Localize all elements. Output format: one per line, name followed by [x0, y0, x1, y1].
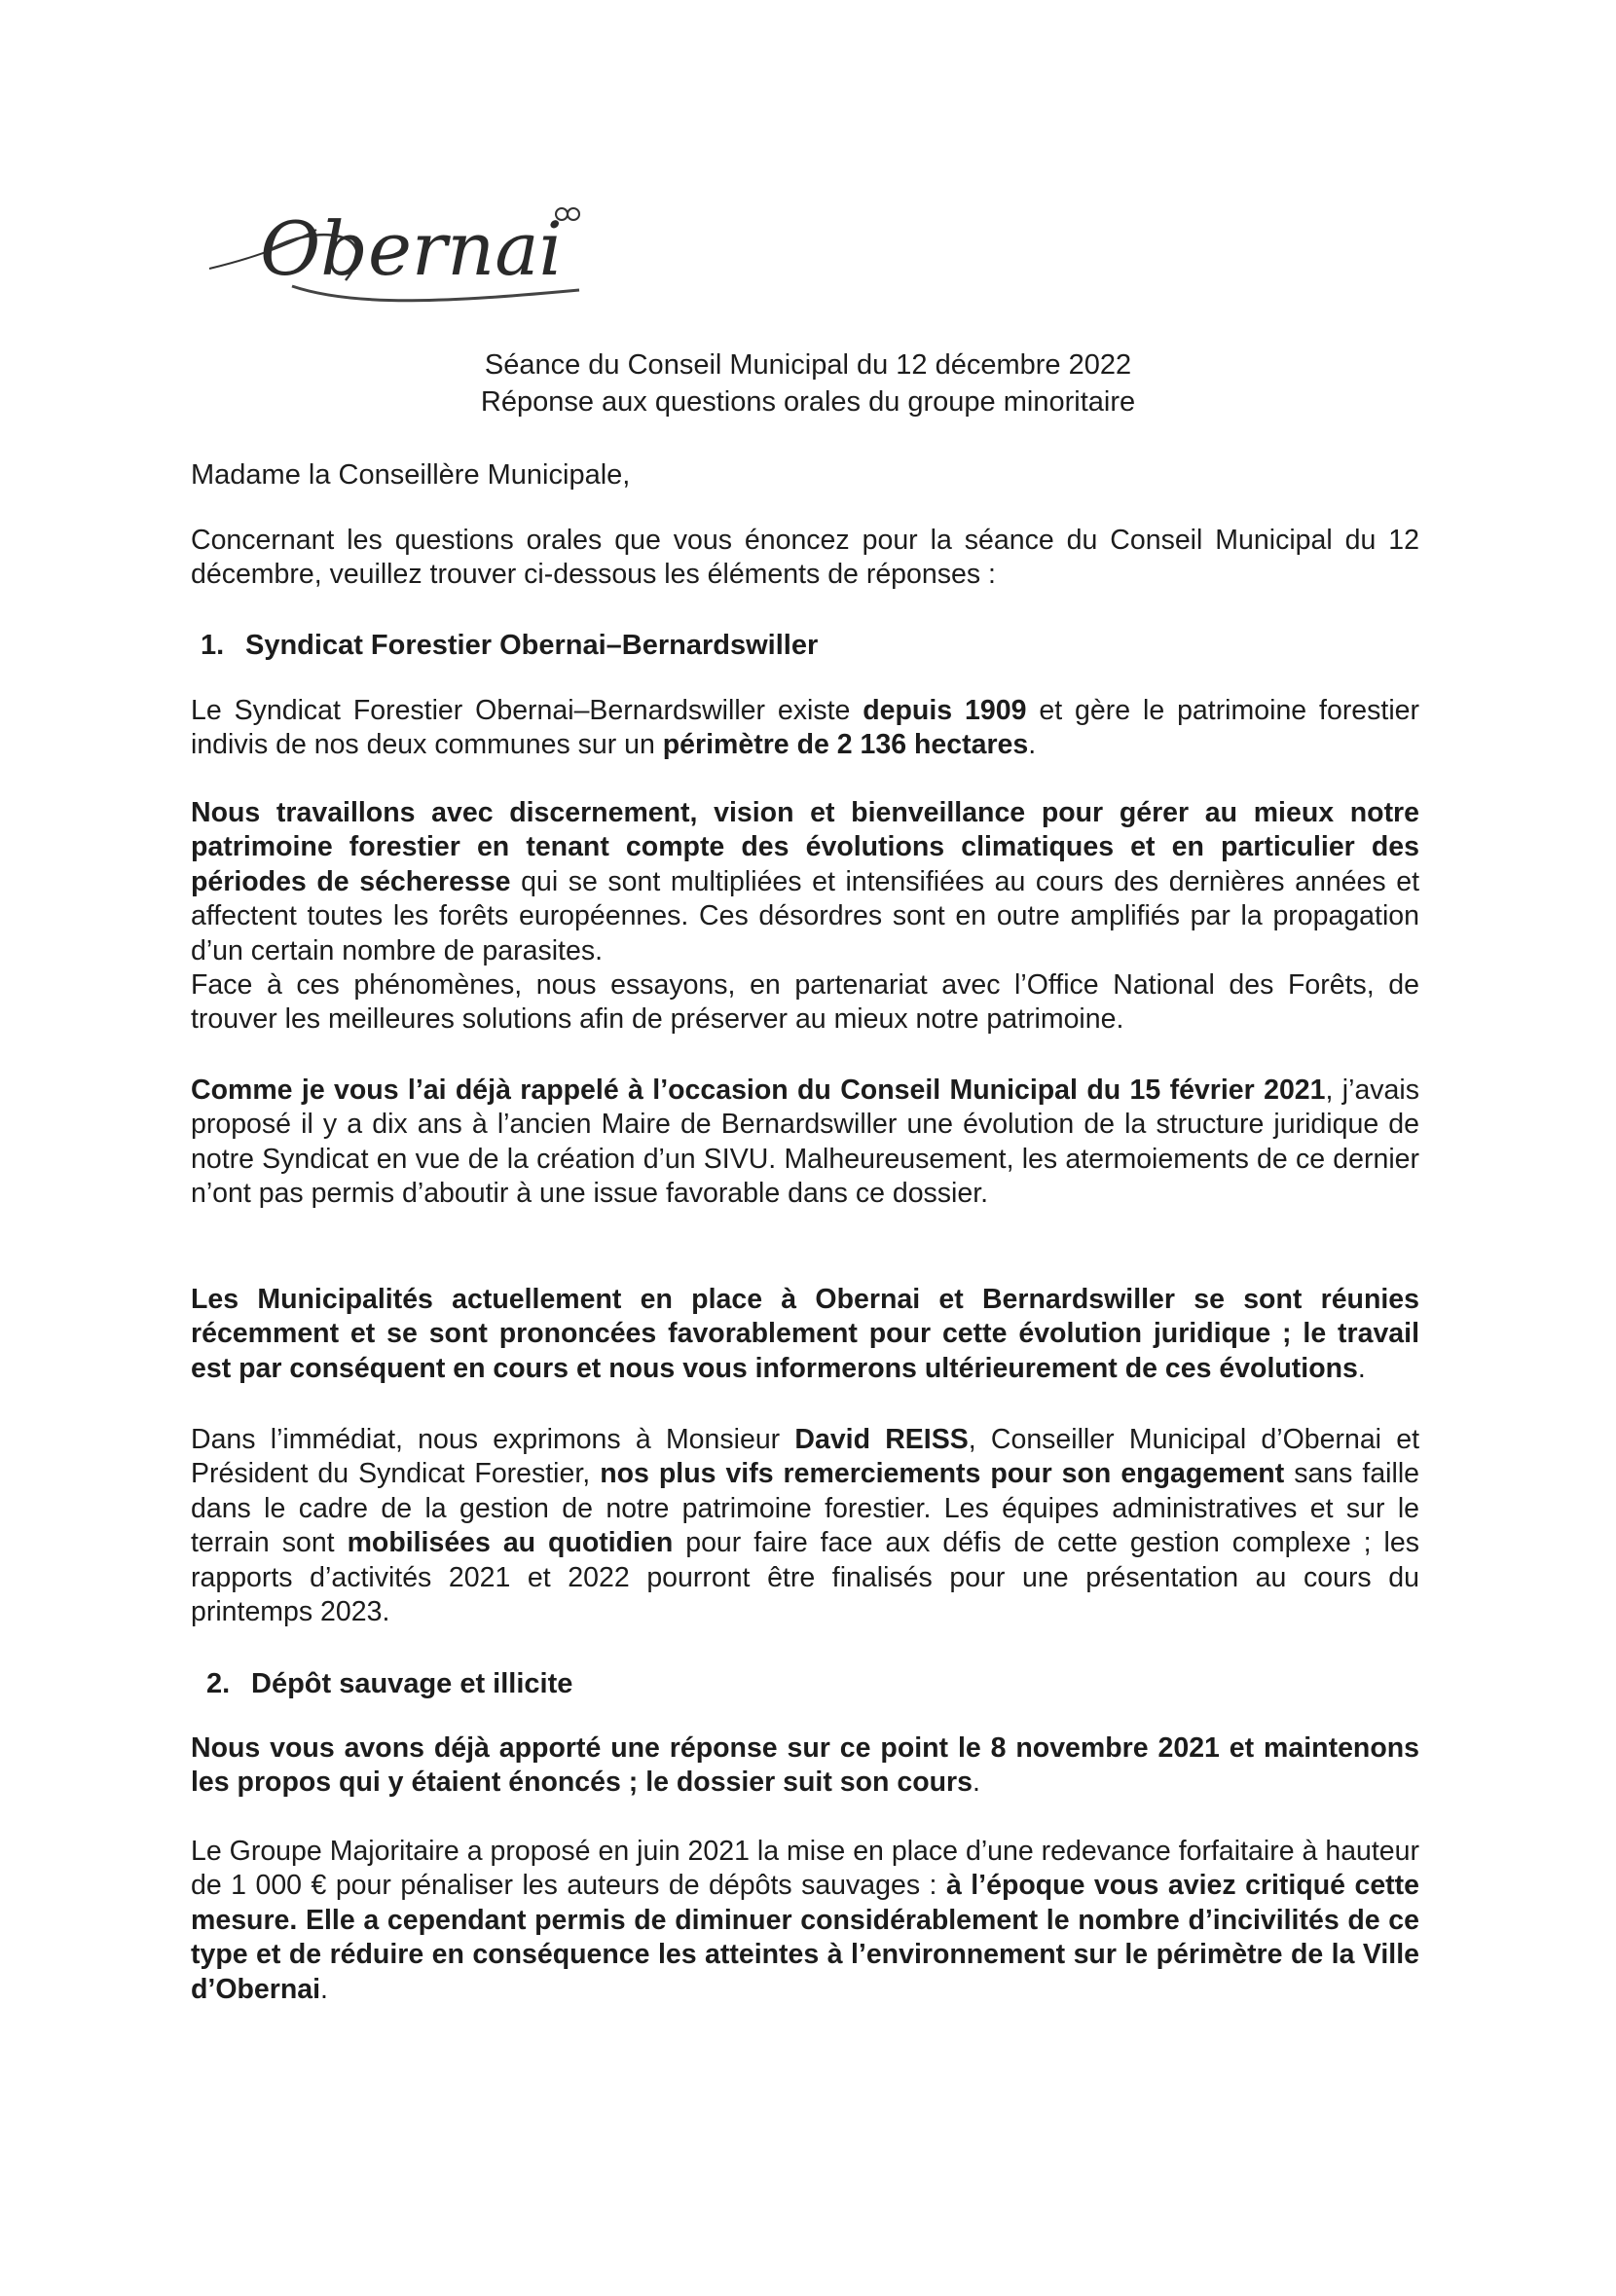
text-run: pour faire face aux défis de cette gestion complexe ; les rapports d’activités 2021 et 2022 pourront être finalisés pour une présentation au cours du printemps 2023.	[191, 1527, 1419, 1628]
text-run: et gère le patrimoine forestier indivis de nos deux communes sur un	[191, 695, 1420, 761]
section-1-paragraph-5	[191, 1423, 1419, 1629]
logo-wordmark: Obernai	[260, 205, 563, 292]
bold-run: depuis 1909	[863, 695, 1027, 726]
bold-run: David REISS	[794, 1424, 969, 1455]
section-1-paragraph-3	[191, 1074, 1419, 1212]
text-run: sans faille dans le cadre de la gestion de notre patrimoine forestier. Les équipes administratives et sur le terrain sont	[191, 1458, 1420, 1559]
bold-run: mobilisées au quotidien	[347, 1527, 674, 1559]
document-subtitle	[292, 383, 1324, 420]
section-2-title: Dépôt sauvage et illicite	[251, 1668, 573, 1699]
text-run: , Conseiller Municipal d’Obernai et Président du Syndicat Forestier,	[191, 1424, 1419, 1490]
section-1-title: Syndicat Forestier Obernai–Bernardswiller	[245, 630, 819, 661]
bold-run: périmètre de 2 136 hectares	[662, 729, 1029, 761]
text-run: .	[1357, 1352, 1366, 1384]
bold-run: Nous vous avons déjà apporté une réponse sur ce point le 8 novembre 2021 et maintenons les propos qui y étaient énoncés ; le dossier suit son cours	[191, 1732, 1419, 1799]
section-1-paragraph-1	[191, 694, 1419, 763]
section-1-heading	[201, 627, 818, 664]
section-2-paragraph-2	[191, 1835, 1419, 2007]
text-run: .	[320, 1973, 328, 2005]
bold-run: à l’époque vous aviez critiqué cette mesure. Elle a cependant permis de diminuer considérablement le nombre d’incivilités de ce type et de réduire en conséquence les atteintes à l’environnement sur le périmètre de la Ville d’Obernai	[191, 1870, 1419, 2005]
section-1-paragraph-2	[191, 796, 1419, 1038]
text-run: .	[1028, 729, 1037, 761]
text-run: Le Groupe Majoritaire a proposé en juin 2021 la mise en place d’une redevance forfaitaire à hauteur de 1 000 € pour pénaliser les auteurs de dépôts sauvages :	[191, 1836, 1419, 1902]
text-run: Dans l’immédiat, nous exprimons à Monsieur	[191, 1424, 795, 1455]
title-line-1: Séance du Conseil Municipal du 12 décembre 2022	[484, 349, 1132, 381]
bold-run: Comme je vous l’ai déjà rappelé à l’occasion du Conseil Municipal du 15 février 2021	[191, 1075, 1326, 1106]
intro-paragraph: Concernant les questions orales que vous énoncez pour la séance du Conseil Municipal du 12 décembre, veuillez trouver ci-dessous les éléments de réponses :	[191, 525, 1419, 591]
section-2-number: 2.	[206, 1668, 231, 1699]
section-1-paragraph-4	[191, 1283, 1419, 1386]
text-run: .	[972, 1767, 980, 1799]
document-title	[292, 346, 1324, 383]
obernai-logo	[200, 193, 589, 314]
section-2-heading	[206, 1665, 572, 1702]
bold-run: Nous travaillons avec discernement, vision et bienveillance pour gérer au mieux notre patrimoine forestier en tenant compte des évolutions climatiques et en particulier des périodes de sécheresse	[191, 797, 1419, 897]
salutation: Madame la Conseillère Municipale,	[191, 459, 631, 491]
bold-run: nos plus vifs remerciements pour son engagement	[600, 1458, 1285, 1490]
text-run: Le Syndicat Forestier Obernai–Bernardswiller existe	[191, 695, 863, 726]
text-run: , j’avais proposé il y a dix ans à l’ancien Maire de Bernardswiller une évolution de la structure juridique de notre Syndicat en vue de la création d’un SIVU. Malheureusement, les atermoiements de ce dernier n’ont pas permis d’aboutir à une issue favorable dans ce dossier.	[191, 1075, 1419, 1210]
section-2-paragraph-1	[191, 1731, 1419, 1801]
title-line-2: Réponse aux questions orales du groupe minoritaire	[480, 386, 1136, 418]
section-1-number: 1.	[201, 630, 225, 661]
text-run: Face à ces phénomènes, nous essayons, en partenariat avec l’Office National des Forêts, de trouver les meilleures solutions afin de préserver au mieux notre patrimoine.	[191, 969, 1419, 1036]
text-run: qui se sont multipliées et intensifiées au cours des dernières années et affectent toutes les forêts européennes. Ces désordres sont en outre amplifiés par la propagation d’un certain nombre de parasites.	[191, 865, 1419, 966]
bold-run: Les Municipalités actuellement en place à Obernai et Bernardswiller se sont réunies récemment et se sont prononcées favorablement pour cette évolution juridique ; le travail est par conséquent en cours et nous vous informerons ultérieurement de ces évolutions	[191, 1284, 1419, 1384]
